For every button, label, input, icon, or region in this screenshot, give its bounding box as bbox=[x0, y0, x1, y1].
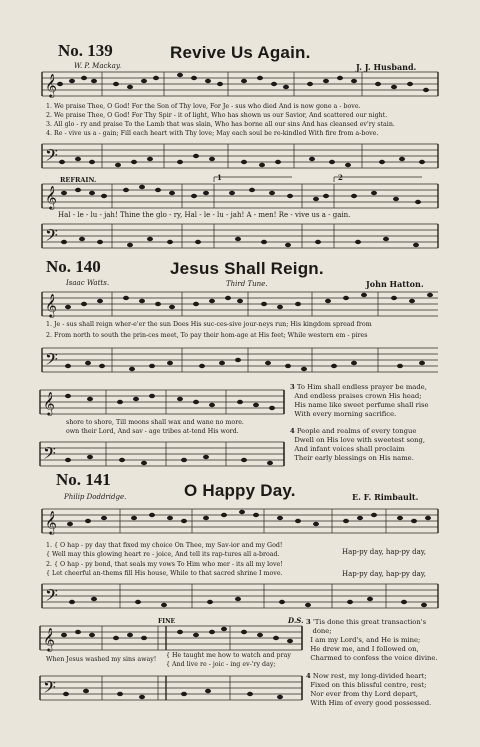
refrain-side-text: Hap-py day, hap-py day, bbox=[342, 570, 427, 578]
svg-text:𝄞: 𝄞 bbox=[43, 391, 55, 415]
verse-line: 2. From north to south the prin-ces meet, To pay their hom-age at His feet; While western em - pires bbox=[46, 332, 368, 339]
refrain-side-text: Hap-py day, hap-py day, bbox=[342, 548, 427, 556]
svg-text:𝄢: 𝄢 bbox=[45, 225, 58, 249]
hymn-number: No. 139 bbox=[58, 41, 113, 60]
tune-label: Third Tune. bbox=[226, 280, 268, 288]
side-verse-3: 3 'Tis done this great transaction's done; I am my Lord's, and He is mine; He drew me, and I followed on, Charmed to confess the voice divine. bbox=[306, 618, 438, 662]
music-staff bbox=[42, 505, 438, 535]
verse-line: { Let cheerful an-thems fill His house, While to that sacred shrine I move. bbox=[46, 570, 283, 577]
svg-text:𝄢: 𝄢 bbox=[43, 443, 56, 467]
side-verse-4: 4 People and realms of every tongue Dwell on His love with sweetest song, And infant voices shall proclaim Their early blessings on His name. bbox=[290, 427, 426, 462]
hymn-number: No. 141 bbox=[56, 470, 111, 489]
verse-line: own their Lord, And sav - age tribes at-tend His word. bbox=[66, 428, 239, 435]
hymn-arranger: W. P. Mackay. bbox=[74, 62, 122, 70]
hymn-title: Revive Us Again. bbox=[170, 43, 311, 62]
music-staff bbox=[42, 180, 438, 210]
verse-line: 1. We praise Thee, O God! For the Son of Thy love, For Je - sus who died And is now gone a - bove. bbox=[46, 103, 361, 110]
svg-text:𝄞: 𝄞 bbox=[45, 73, 57, 97]
refrain-text: { And live re - joic - ing ev-'ry day; bbox=[166, 661, 276, 668]
svg-text:𝄢: 𝄢 bbox=[45, 145, 58, 169]
svg-text:𝄢: 𝄢 bbox=[43, 677, 56, 701]
verse-line: 2. { O hap - py bond, that seals my vows To Him who mer - its all my love! bbox=[46, 561, 283, 568]
hymn-title: Jesus Shall Reign. bbox=[170, 259, 324, 278]
music-staff bbox=[42, 288, 438, 318]
hymn-arranger: Philip Doddridge. bbox=[64, 493, 127, 501]
music-staff bbox=[42, 220, 438, 250]
hymn-composer: E. F. Rimbault. bbox=[352, 492, 419, 502]
music-staff bbox=[42, 344, 438, 374]
hymn-arranger: Isaac Watts. bbox=[66, 279, 110, 287]
music-staff bbox=[42, 140, 438, 170]
ds-label: D.S. bbox=[288, 616, 304, 625]
refrain-label: REFRAIN. bbox=[60, 176, 97, 184]
verse-line: 3. All glo - ry and praise To the Lamb that was slain, Who has borne all our sins And has cleansed ev'ry stain. bbox=[46, 121, 395, 128]
music-staff bbox=[40, 438, 284, 468]
side-verse-4: 4 Now rest, my long-divided heart; Fixed on this blissful centre, rest; Nor ever from thy Lord depart, With Him of every good possessed. bbox=[306, 672, 432, 707]
music-staff bbox=[42, 580, 438, 610]
svg-text:𝄞: 𝄞 bbox=[43, 627, 55, 651]
hymn-composer: John Hatton. bbox=[366, 279, 424, 289]
side-verse-3: 3 To Him shall endless prayer be made, And endless praises crown His head; His name like sweet perfume shall rise With every morning sacrifice. bbox=[290, 383, 429, 418]
hymn-composer: J. J. Husband. bbox=[356, 62, 417, 72]
verse-line: 1. Je - sus shall reign wher-e'er the sun Does His suc-ces-sive jour-neys run; His kingdom spread from bbox=[46, 321, 372, 328]
verse-line: shore to shore, Till moons shall wax and wane no more. bbox=[66, 419, 244, 426]
refrain-text: When Jesus washed my sins away! bbox=[46, 656, 157, 663]
ending-2-label: 2 bbox=[338, 173, 343, 182]
verse-line: 4. Re - vive us a - gain; Fill each heart with Thy love; May each soul be re-kindled With fire from a-bove. bbox=[46, 130, 379, 137]
refrain-text: Hal - le - lu - jah! Thine the glo - ry, Hal - le - lu - jah! A - men! Re - vive us a - gain. bbox=[58, 211, 351, 219]
hymn-number: No. 140 bbox=[46, 257, 101, 276]
svg-text:𝄞: 𝄞 bbox=[45, 510, 57, 534]
svg-text:𝄞: 𝄞 bbox=[45, 185, 57, 209]
svg-text:𝄢: 𝄢 bbox=[45, 349, 58, 373]
music-staff bbox=[42, 68, 438, 102]
hymn-title: O Happy Day. bbox=[184, 481, 296, 500]
verse-line: 2. We praise Thee, O God! For Thy Spir - it of light, Who has shown us our Savior, And scattered our night. bbox=[46, 112, 388, 119]
svg-text:𝄞: 𝄞 bbox=[45, 293, 57, 317]
fine-label: FINE bbox=[158, 618, 176, 625]
music-staff bbox=[40, 386, 284, 416]
music-staff bbox=[40, 672, 302, 702]
verse-line: { Well may this glowing heart re - joice, And tell its rap-tures all a-broad. bbox=[46, 551, 280, 558]
refrain-text: { He taught me how to watch and pray bbox=[166, 652, 291, 659]
ending-1-label: 1 bbox=[217, 173, 222, 182]
verse-line: 1. { O hap - py day that fixed my choice On Thee, my Sav-ior and my God! bbox=[46, 542, 283, 549]
music-staff bbox=[40, 622, 302, 652]
svg-text:𝄢: 𝄢 bbox=[45, 585, 58, 609]
